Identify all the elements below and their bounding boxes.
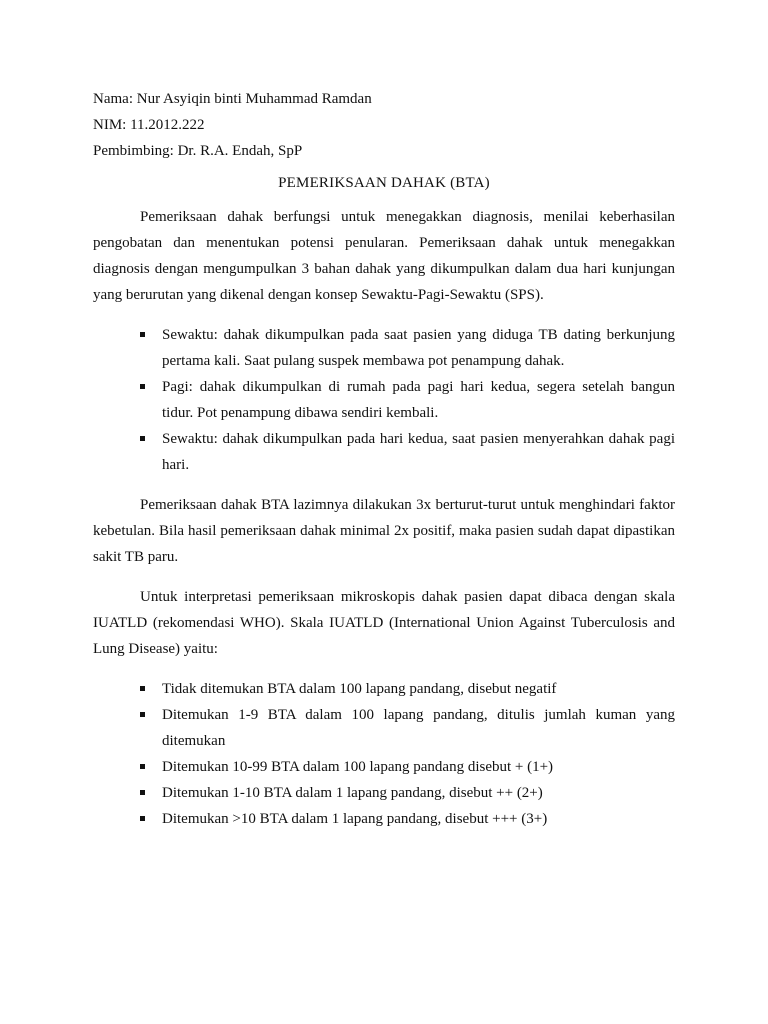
list-item bbox=[162, 754, 675, 780]
list-item bbox=[162, 806, 675, 832]
list-item-text: Ditemukan 1-9 BTA dalam 100 lapang pandang, ditulis jumlah kuman yang ditemukan bbox=[162, 707, 675, 749]
list-item-text: Ditemukan 10-99 BTA dalam 100 lapang pandang disebut + (1+) bbox=[162, 759, 554, 775]
iuatld-scale-list bbox=[93, 676, 675, 832]
list-item-text: Ditemukan >10 BTA dalam 1 lapang pandang, disebut +++ (3+) bbox=[162, 811, 548, 827]
student-id: NIM: 11.2012.222 bbox=[93, 117, 205, 133]
square-bullet-icon bbox=[140, 790, 145, 795]
square-bullet-icon bbox=[140, 712, 145, 717]
list-item bbox=[162, 676, 675, 702]
paragraph-iuatld-intro: Untuk interpretasi pemeriksaan mikroskopis dahak pasien dapat dibaca dengan skala IUATLD (rekomendasi WHO). Skala IUATLD (International Union Against Tuberculosis and Lung Disease) yaitu: bbox=[93, 589, 675, 657]
square-bullet-icon bbox=[140, 816, 145, 821]
square-bullet-icon bbox=[140, 332, 145, 337]
list-item bbox=[162, 322, 675, 374]
sps-list bbox=[93, 322, 675, 478]
square-bullet-icon bbox=[140, 686, 145, 691]
list-item bbox=[162, 426, 675, 478]
supervisor: Pembimbing: Dr. R.A. Endah, SpP bbox=[93, 143, 303, 159]
document-title: PEMERIKSAAN DAHAK (BTA) bbox=[278, 175, 490, 191]
document-header bbox=[93, 86, 675, 164]
square-bullet-icon bbox=[140, 436, 145, 441]
list-item bbox=[162, 374, 675, 426]
list-item-text: Sewaktu: dahak dikumpulkan pada hari kedua, saat pasien menyerahkan dahak pagi hari. bbox=[162, 431, 675, 473]
list-item bbox=[162, 780, 675, 806]
square-bullet-icon bbox=[140, 764, 145, 769]
list-item bbox=[162, 702, 675, 754]
paragraph-intro: Pemeriksaan dahak berfungsi untuk menegakkan diagnosis, menilai keberhasilan pengobatan dan menentukan potensi penularan. Pemeriksaan dahak untuk menegakkan diagnosis dengan mengumpulkan 3 bahan dahak yang dikumpulkan dalam dua hari kunjungan yang berurutan yang dikenal dengan konsep Sewaktu-Pagi-Sewaktu (SPS). bbox=[93, 209, 675, 303]
list-item-text: Sewaktu: dahak dikumpulkan pada saat pasien yang diduga TB dating berkunjung pertama kali. Saat pulang suspek membawa pot penampung dahak. bbox=[162, 327, 675, 369]
list-item-text: Tidak ditemukan BTA dalam 100 lapang pandang, disebut negatif bbox=[162, 681, 557, 697]
list-item-text: Pagi: dahak dikumpulkan di rumah pada pagi hari kedua, segera setelah bangun tidur. Pot penampung dibawa sendiri kembali. bbox=[162, 379, 675, 421]
paragraph-bta-repetition: Pemeriksaan dahak BTA lazimnya dilakukan 3x berturut-turut untuk menghindari faktor kebetulan. Bila hasil pemeriksaan dahak minimal 2x positif, maka pasien sudah dapat dipastikan sakit TB paru. bbox=[93, 497, 675, 565]
student-name: Nama: Nur Asyiqin binti Muhammad Ramdan bbox=[93, 91, 372, 107]
square-bullet-icon bbox=[140, 384, 145, 389]
list-item-text: Ditemukan 1-10 BTA dalam 1 lapang pandang, disebut ++ (2+) bbox=[162, 785, 543, 801]
